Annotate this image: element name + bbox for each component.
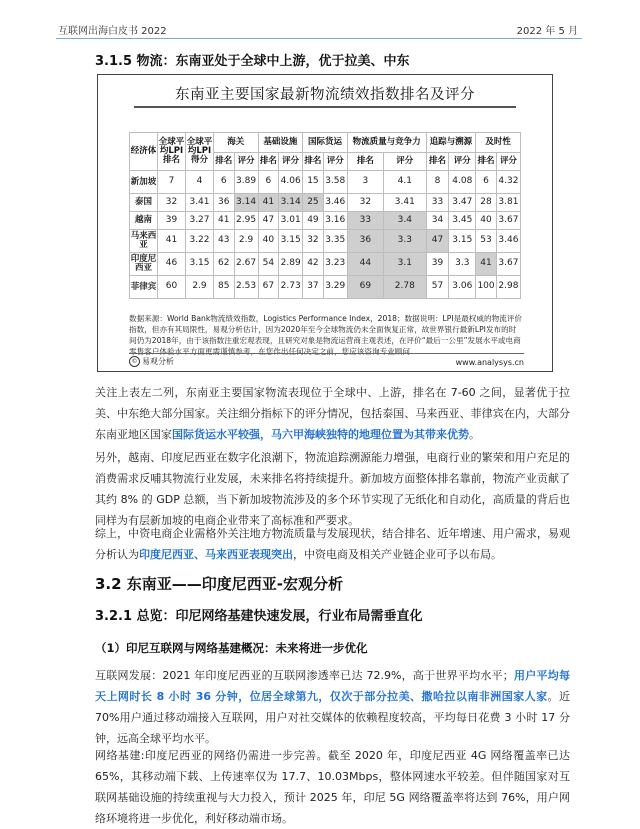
table-row	[130, 212, 521, 230]
value-cell: 36	[347, 230, 383, 253]
figure-footer-brand	[129, 356, 174, 367]
value-cell: 3.58	[323, 171, 347, 194]
value-cell: 3.23	[323, 253, 347, 276]
copyright-icon: ©	[129, 356, 140, 367]
section-heading-3-1-5: 3.1.5 物流：东南亚处于全球中上游，优于拉美、中东	[95, 54, 410, 69]
figure-footer-rule	[129, 353, 524, 354]
value-cell: 41	[214, 212, 235, 230]
value-cell: 42	[303, 253, 324, 276]
value-cell: 3.81	[496, 194, 520, 212]
value-cell: 85	[214, 276, 235, 299]
group-infrastructure: 基础设施	[258, 133, 303, 153]
country-cell: 菲律宾	[130, 276, 158, 299]
figure-footer-brand-text: 易观分析	[142, 357, 174, 366]
value-cell: 53	[476, 230, 497, 253]
sub-header-rank: 排名	[214, 153, 235, 171]
country-cell: 马来西亚	[130, 230, 158, 253]
col-lpi-score: 全球平均LPI得分	[186, 133, 214, 171]
value-cell: 40	[258, 230, 279, 253]
value-cell: 41	[158, 230, 186, 253]
value-cell: 62	[214, 253, 235, 276]
page-header	[0, 0, 640, 42]
paragraph-1-end: 。	[469, 428, 480, 441]
figure-source-note: 数据来源：World Bank物流绩效指数，Logistics Performance Index，2018；数据说明：LPI是最权威的物流评价指数，但亦有其局限性，易观分析估计，因为2020年至今全球物流仍未全面恢复正常，故世界银行最新LPI发布的时间仍为2018年，由于该指数注重宏观表现，且研究对象是物流运营商主观表述，在评价“最后一公里”发展水平或电商零售客户体验水平方面更需谨慎参考，在您作出任何决定之前，您应该咨询专业顾问	[129, 314, 522, 356]
header-rule	[56, 38, 582, 39]
paragraph-4	[95, 665, 570, 749]
value-cell: 3.14	[234, 194, 258, 212]
value-cell: 39	[158, 212, 186, 230]
header-title: 互联网出海白皮书 2022	[58, 26, 167, 37]
value-cell: 3.06	[449, 276, 476, 299]
value-cell: 46	[158, 253, 186, 276]
value-cell: 3.27	[186, 212, 214, 230]
value-cell: 6	[476, 171, 497, 194]
group-intl-shipping: 国际货运	[303, 133, 348, 153]
paragraph-5: 网络基建:印度尼西亚的网络仍需进一步完善。截至 2020 年，印度尼西亚 4G 网络覆盖率已达 65%，其移动端下载、上传速率仅为 17.7、10.03Mbps，整体网速水平较差。但伴随国家对互联网基础设施的持续重视与大力投入，预计 2025 年，印尼 5G 网络覆盖率将达到 76%，用户网络环境将进一步优化，利好移动端市场。	[95, 749, 570, 825]
value-cell: 3	[347, 171, 383, 194]
value-cell: 8	[426, 171, 449, 194]
sub-header-rank: 排名	[258, 153, 279, 171]
value-cell: 3.29	[323, 276, 347, 299]
value-cell: 3.41	[384, 194, 426, 212]
lpi-table-body	[130, 171, 521, 299]
value-cell: 3.15	[279, 230, 303, 253]
sub-header-rank: 排名	[347, 153, 383, 171]
value-cell: 6	[214, 171, 235, 194]
value-cell: 2.89	[279, 253, 303, 276]
value-cell: 3.46	[496, 230, 520, 253]
value-cell: 47	[426, 230, 449, 253]
value-cell: 2.73	[279, 276, 303, 299]
lpi-figure	[97, 74, 553, 372]
value-cell: 2.95	[234, 212, 258, 230]
value-cell: 4.06	[279, 171, 303, 194]
sub-header-score: 评分	[496, 153, 520, 171]
sub-header-score: 评分	[279, 153, 303, 171]
value-cell: 3.46	[323, 194, 347, 212]
value-cell: 60	[158, 276, 186, 299]
value-cell: 3.15	[186, 253, 214, 276]
value-cell: 3.3	[449, 253, 476, 276]
value-cell: 2.78	[384, 276, 426, 299]
sub-header-rank: 排名	[476, 153, 497, 171]
country-cell: 印度尼西亚	[130, 253, 158, 276]
value-cell: 2.9	[186, 276, 214, 299]
subsection-heading-1: （1）印尼互联网与网络基建概况：未来将进一步优化	[95, 641, 368, 655]
country-cell: 新加坡	[130, 171, 158, 194]
figure-title-rule	[134, 106, 516, 108]
value-cell: 2.98	[496, 276, 520, 299]
value-cell: 32	[158, 194, 186, 212]
table-row	[130, 230, 521, 253]
value-cell: 3.3	[384, 230, 426, 253]
section-heading-3-2-1: 3.2.1 总览：印尼网络基建快速发展，行业布局需垂直化	[95, 609, 423, 624]
paragraph-3-highlight: 印度尼西亚、马来西亚表现突出	[139, 548, 293, 561]
paragraph-3	[95, 523, 570, 565]
paragraph-1-highlight: 国际货运水平较强，马六甲海峡独特的地理位置为其带来优势	[172, 428, 469, 441]
value-cell: 4.08	[449, 171, 476, 194]
value-cell: 57	[426, 276, 449, 299]
sub-header-score: 评分	[384, 153, 426, 171]
country-cell: 越南	[130, 212, 158, 230]
group-logistics-quality: 物流质量与竞争力	[347, 133, 426, 153]
lpi-table	[129, 132, 521, 299]
value-cell: 3.4	[384, 212, 426, 230]
value-cell: 33	[347, 212, 383, 230]
value-cell: 3.16	[323, 212, 347, 230]
value-cell: 3.45	[449, 212, 476, 230]
value-cell: 3.15	[449, 230, 476, 253]
value-cell: 32	[347, 194, 383, 212]
figure-footer-url: www.analysys.cn	[455, 358, 524, 367]
value-cell: 28	[476, 194, 497, 212]
paragraph-1	[95, 382, 570, 445]
header-date: 2022 年 5 月	[516, 26, 578, 37]
paragraph-2: 另外，越南、印度尼西亚在数字化浪潮下，物流追踪溯源能力增强，电商行业的繁荣和用户充足的消费需求反哺其物流行业发展，未来排名将持续提升。新加坡方面整体排名靠前，物流产业贡献了其约 8% 的 GDP 总额，当下新加坡物流涉及的多个环节实现了无纸化和自动化，高质量的背后也同样为有层新加坡的电商企业带来了高标准和严要求。	[95, 451, 570, 527]
paragraph-4-text: 互联网发展：2021 年印度尼西亚的互联网渗透率已达 72.9%，高于世界平均水平；	[95, 669, 514, 682]
value-cell: 3.01	[279, 212, 303, 230]
value-cell: 34	[426, 212, 449, 230]
value-cell: 100	[476, 276, 497, 299]
value-cell: 7	[158, 171, 186, 194]
value-cell: 33	[426, 194, 449, 212]
value-cell: 43	[214, 230, 235, 253]
value-cell: 15	[303, 171, 324, 194]
figure-title: 东南亚主要国家最新物流绩效指数排名及评分	[175, 87, 475, 103]
value-cell: 3.41	[186, 194, 214, 212]
section-heading-3-2: 3.2 东南亚——印度尼西亚-宏观分析	[95, 575, 344, 593]
value-cell: 25	[303, 194, 324, 212]
country-cell: 泰国	[130, 194, 158, 212]
group-tracking: 追踪与溯源	[426, 133, 476, 153]
value-cell: 32	[303, 230, 324, 253]
paragraph-4-end: 。近 70%用户通过移动端接入互联网，用户对社交媒体的依赖程度较高，平均每日花费 3 小时 17 分钟，远高全球平均水平。	[95, 690, 571, 745]
value-cell: 40	[476, 212, 497, 230]
value-cell: 2.67	[234, 253, 258, 276]
value-cell: 49	[303, 212, 324, 230]
paragraph-1-text: 关注上表左二列，东南亚主要国家物流表现位于全球中、上游，排名在 7-60 之间，显著优于拉美、中东绝大部分国家。关注细分指标下的评分情况，包括泰国、马来西亚、菲律宾在内，大部分东南亚地区国家	[95, 386, 570, 441]
col-lpi-rank: 全球平均LPI排名	[158, 133, 186, 171]
value-cell: 2.9	[234, 230, 258, 253]
sub-header-score: 评分	[449, 153, 476, 171]
value-cell: 36	[214, 194, 235, 212]
paragraph-4-highlight: 用户平均每天上网时长 8 小时 36 分钟，位居全球第九，仅次于部分拉美、撒哈拉以南非洲国家人家	[95, 669, 571, 703]
value-cell: 3.47	[449, 194, 476, 212]
value-cell: 3.35	[323, 230, 347, 253]
group-timeliness: 及时性	[476, 133, 521, 153]
value-cell: 6	[258, 171, 279, 194]
value-cell: 4.32	[496, 171, 520, 194]
value-cell: 3.67	[496, 253, 520, 276]
paragraph-3-text: 综上，中资电商企业需格外关注地方物流质量与发展现状，结合排名、近年增速、用户需求，易观分析认为	[95, 527, 570, 561]
value-cell: 3.67	[496, 212, 520, 230]
value-cell: 4.1	[384, 171, 426, 194]
table-row	[130, 276, 521, 299]
value-cell: 67	[258, 276, 279, 299]
table-row	[130, 194, 521, 212]
value-cell: 69	[347, 276, 383, 299]
sub-header-score: 评分	[323, 153, 347, 171]
value-cell: 3.22	[186, 230, 214, 253]
value-cell: 3.1	[384, 253, 426, 276]
col-economy: 经济体	[130, 133, 158, 171]
sub-header-rank: 排名	[303, 153, 324, 171]
sub-header-rank: 排名	[426, 153, 449, 171]
value-cell: 2.53	[234, 276, 258, 299]
value-cell: 4	[186, 171, 214, 194]
group-customs: 海关	[214, 133, 259, 153]
value-cell: 3.14	[279, 194, 303, 212]
table-row	[130, 253, 521, 276]
value-cell: 41	[258, 194, 279, 212]
sub-header-score: 评分	[234, 153, 258, 171]
value-cell: 3.89	[234, 171, 258, 194]
value-cell: 39	[426, 253, 449, 276]
value-cell: 37	[303, 276, 324, 299]
table-row	[130, 171, 521, 194]
value-cell: 54	[258, 253, 279, 276]
paragraph-3-end: ，中资电商及相关产业链企业可予以布局。	[293, 548, 502, 561]
value-cell: 41	[476, 253, 497, 276]
value-cell: 44	[347, 253, 383, 276]
value-cell: 47	[258, 212, 279, 230]
